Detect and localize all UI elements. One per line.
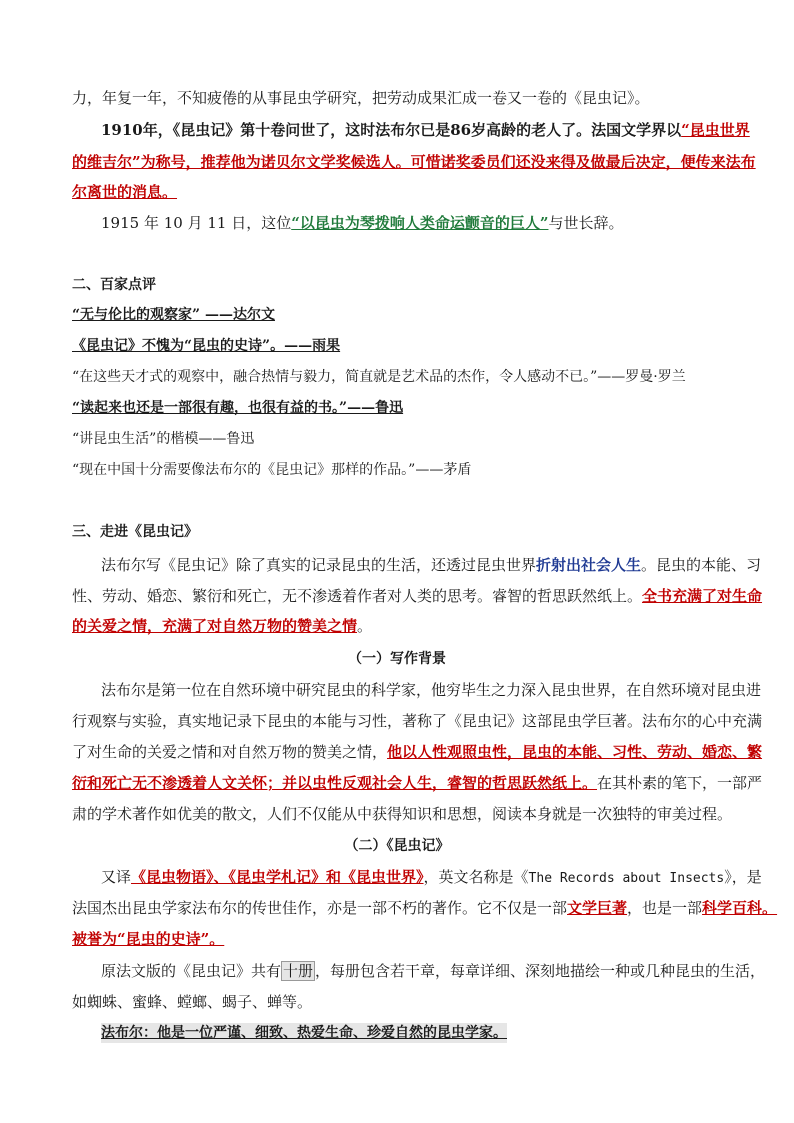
section-heading-reviews: 二、百家点评 (72, 277, 156, 293)
highlight-humanity: 他以人性观照虫性，昆虫的本能、习性、劳动、婚恋、繁 (387, 743, 763, 761)
book-line3: 被誉为“昆虫的史诗”。 (72, 930, 225, 948)
highlight-reflect: 折射出社会人生 (536, 556, 642, 574)
english-title: The Records about Insects (528, 871, 725, 886)
intro-line1 (101, 555, 761, 575)
subheading-background: （一）写作背景 (348, 651, 446, 667)
intro-text-end: 。 (357, 617, 373, 635)
quote-luxun-2: “讲昆虫生活”的楷模——鲁迅 (72, 431, 255, 447)
book-text-c: ，英文名称是《 (423, 868, 529, 886)
original-line1 (101, 961, 765, 981)
original-line2: 如蜘蛛、蜜蜂、螳螂、蝎子、蝉等。 (72, 993, 313, 1011)
section-heading-intro: 三、走进《昆虫记》 (72, 524, 198, 540)
highlight-giant: “以昆虫为琴拨响人类命运颤音的巨人” (291, 214, 549, 232)
intro-line3 (72, 616, 372, 636)
text-1910: 1910年，《昆虫记》第十卷问世了，这时法布尔已是86岁高龄的老人了。法国文学界以 (101, 121, 682, 139)
subheading-book: （二）《昆虫记》 (344, 838, 450, 854)
highlight-science: 科学百科。 (702, 899, 778, 917)
book-text-2c: ，也是一部 (627, 899, 703, 917)
paragraph-1910-line3: 尔离世的消息。 (72, 183, 178, 201)
highlight-alt-titles: 《昆虫物语》、《昆虫学札记》和《昆虫世界》 (131, 868, 424, 886)
quote-maodun: “现在中国十分需要像法布尔的《昆虫记》那样的作品。”——茅盾 (72, 462, 472, 478)
background-line4 (72, 773, 762, 793)
intro-text-d: 性、劳动、婚恋、繁衍和死亡，无不渗透着作者对人类的思考。睿智的哲思跃然纸上。 (72, 587, 643, 605)
highlight-love-life: 全书充满了对生命 (642, 587, 763, 605)
background-line3 (72, 742, 762, 762)
summary-fabre: 法布尔：他是一位严谨、细致、热爱生命、珍爱自然的昆虫学家。 (101, 1025, 507, 1041)
highlight-social-life: 衍和死亡无不渗透着人文关怀；并以虫性反观社会人生，睿智的哲思跃然纸上。 (72, 774, 598, 792)
paragraph-1910 (101, 120, 750, 140)
text-1915-end: 与世长辞。 (548, 214, 624, 232)
highlight-literary: 文学巨著 (567, 899, 628, 917)
paragraph-continuation: 力，年复一年，不知疲倦的从事昆虫学研究，把劳动成果汇成一卷又一卷的《昆虫记》。 (72, 89, 650, 107)
intro-text-a: 法布尔写《昆虫记》除了真实的记录昆虫的生活，还透过昆虫世界 (101, 556, 537, 574)
background-text-a: 了对生命的关爱之情和对自然万物的赞美之情， (72, 743, 388, 761)
book-text-2a: 法国杰出昆虫学家法布尔的传世佳作，亦是一部不朽的著作。它不仅是一部 (72, 899, 568, 917)
highlight-ten-volumes: 十册 (283, 962, 314, 980)
intro-text-c: 。昆虫的本能、习 (641, 556, 762, 574)
book-line2 (72, 898, 777, 918)
quote-luxun-1: “读起来也还是一部很有趣，也很有益的书。”——鲁迅 (72, 400, 404, 416)
quote-romain-rolland: “在这些天才式的观察中，融合热情与毅力，简直就是艺术品的杰作，令人感动不已。”——罗曼·罗兰 (72, 369, 686, 385)
intro-line2 (72, 586, 762, 606)
highlight-virgil: “昆虫世界 (681, 121, 750, 139)
book-text-a: 又译 (101, 868, 132, 886)
book-text-e: 》，是 (724, 868, 762, 886)
background-line5: 肃的学术著作如优美的散文，人们不仅能从中获得知识和思想，阅读本身就是一次独特的审美过程。 (72, 805, 733, 823)
book-line1 (101, 867, 762, 889)
paragraph-1915 (101, 213, 623, 233)
original-text-a: 原法文版的《昆虫记》共有 (101, 962, 282, 980)
quote-darwin: “无与伦比的观察家” ——达尔文 (72, 307, 275, 323)
background-text-b: 在其朴素的笔下，一部严 (597, 774, 763, 792)
background-line2: 行观察与实验，真实地记录下昆虫的本能与习性，著称了《昆虫记》这部昆虫学巨著。法布尔的心中充满 (72, 712, 763, 730)
highlight-praise-nature: 的关爱之情，充满了对自然万物的赞美之情 (72, 617, 358, 635)
background-line1: 法布尔是第一位在自然环境中研究昆虫的科学家，他穷毕生之力深入昆虫世界，在自然环境对昆虫进 (101, 681, 762, 699)
text-1915-date: 1915 年 10 月 11 日，这位 (101, 214, 292, 232)
quote-hugo: 《昆虫记》不愧为“昆虫的史诗”。——雨果 (72, 338, 341, 354)
paragraph-1910-line2: 的维吉尔”为称号，推荐他为诺贝尔文学奖候选人。可惜诺奖委员们还没来得及做最后决定，便传来法布 (72, 153, 756, 171)
original-text-c: ，每册包含若干章，每章详细、深刻地描绘一种或几种昆虫的生活， (315, 962, 766, 980)
